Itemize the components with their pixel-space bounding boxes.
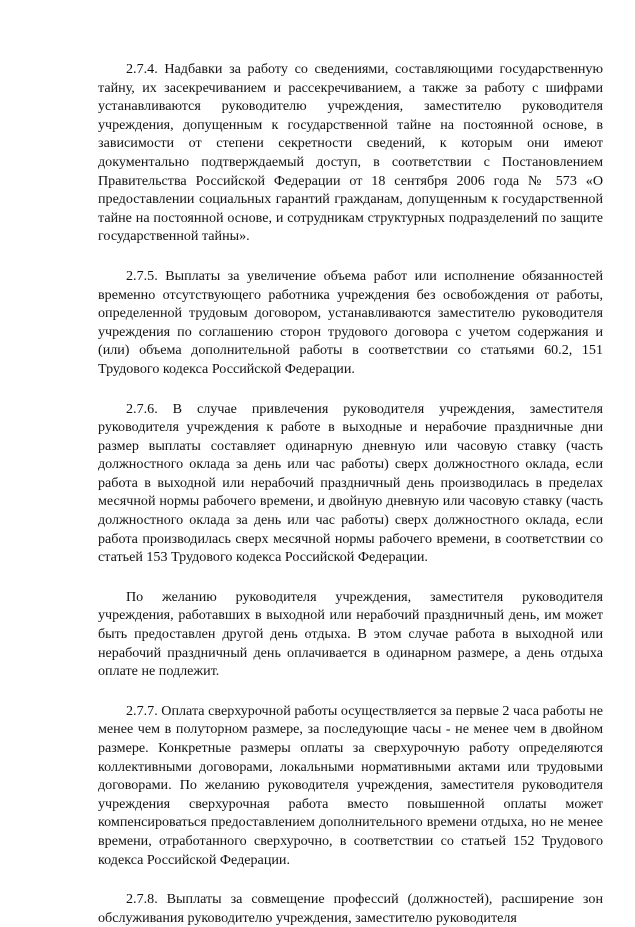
paragraph-day-off: По желанию руководителя учреждения, заместителя руководителя учреждения, работавших в выходной или нерабочий праздничный день, им может быть предоставлен другой день отдыха. В этом случае работа в выходной или нерабочий праздничный день оплачивается в одинарном размере, а день отдыха оплате не подлежит.: [98, 588, 603, 680]
paragraph-2-7-4: 2.7.4. Надбавки за работу со сведениями, составляющими государственную тайну, их засекречиванием и рассекречиванием, а также за работу с шифрами устанавливаются руководителю учреждения, заместителю руководителя учреждения, допущенным к государственной тайне на постоянной основе, в зависимости от степени секретности сведений, к которым они имеют документально подтверждаемый доступ, в соответствии с Постановлением Правительства Российской Федерации от 18 сентября 2006 года № 573 «О предоставлении социальных гарантий гражданам, допущенным к государственной тайне на постоянной основе, и сотрудникам структурных подразделений по защите государственной тайны».: [98, 61, 603, 245]
paragraph-gap: [98, 567, 603, 588]
paragraph-gap: [98, 379, 603, 400]
paragraph-gap: [98, 246, 603, 267]
paragraph-2-7-5: 2.7.5. Выплаты за увеличение объема работ или исполнение обязанностей временно отсутствующего работника учреждения без освобождения от работы, определенной трудовым договором, устанавливаются заместителю руководителя учреждения по соглашению сторон трудового договора с учетом содержания и (или) объема дополнительной работы в соответствии со статьями 60.2, 151 Трудового кодекса Российской Федерации.: [98, 267, 603, 377]
paragraph-gap: [98, 869, 603, 890]
paragraph-gap: [98, 681, 603, 702]
document-body: [98, 60, 603, 927]
paragraph-2-7-6: 2.7.6. В случае привлечения руководителя учреждения, заместителя руководителя учреждения к работе в выходные и нерабочие праздничные дни размер выплаты составляет одинарную дневную или часовую ставку (часть должностного оклада за день или час работы) сверх должностного оклада, если работа в выходной или нерабочий праздничный день производилась в пределах месячной нормы рабочего времени, и двойную дневную или часовую ставку (часть должностного оклада за день или час работы) сверх должностного оклада, если работа производилась сверх месячной нормы рабочего времени, в соответствии со статьей 153 Трудового кодекса Российской Федерации.: [98, 400, 603, 566]
paragraph-2-7-7: 2.7.7. Оплата сверхурочной работы осуществляется за первые 2 часа работы не менее чем в полуторном размере, за последующие часы - не менее чем в двойном размере. Конкретные размеры оплаты за сверхурочную работу определяются коллективными договорами, локальными нормативными актами или трудовыми договорами. По желанию руководителя учреждения, заместителя руководителя учреждения сверхурочная работа вместо повышенной оплаты может компенсироваться предоставлением дополнительного времени отдыха, но не менее времени, отработанного сверхурочно, в соответствии со статьей 152 Трудового кодекса Российской Федерации.: [98, 702, 603, 868]
paragraph-2-7-8: 2.7.8. Выплаты за совмещение профессий (должностей), расширение зон обслуживания руководителю учреждения, заместителю руководителя: [98, 891, 603, 926]
